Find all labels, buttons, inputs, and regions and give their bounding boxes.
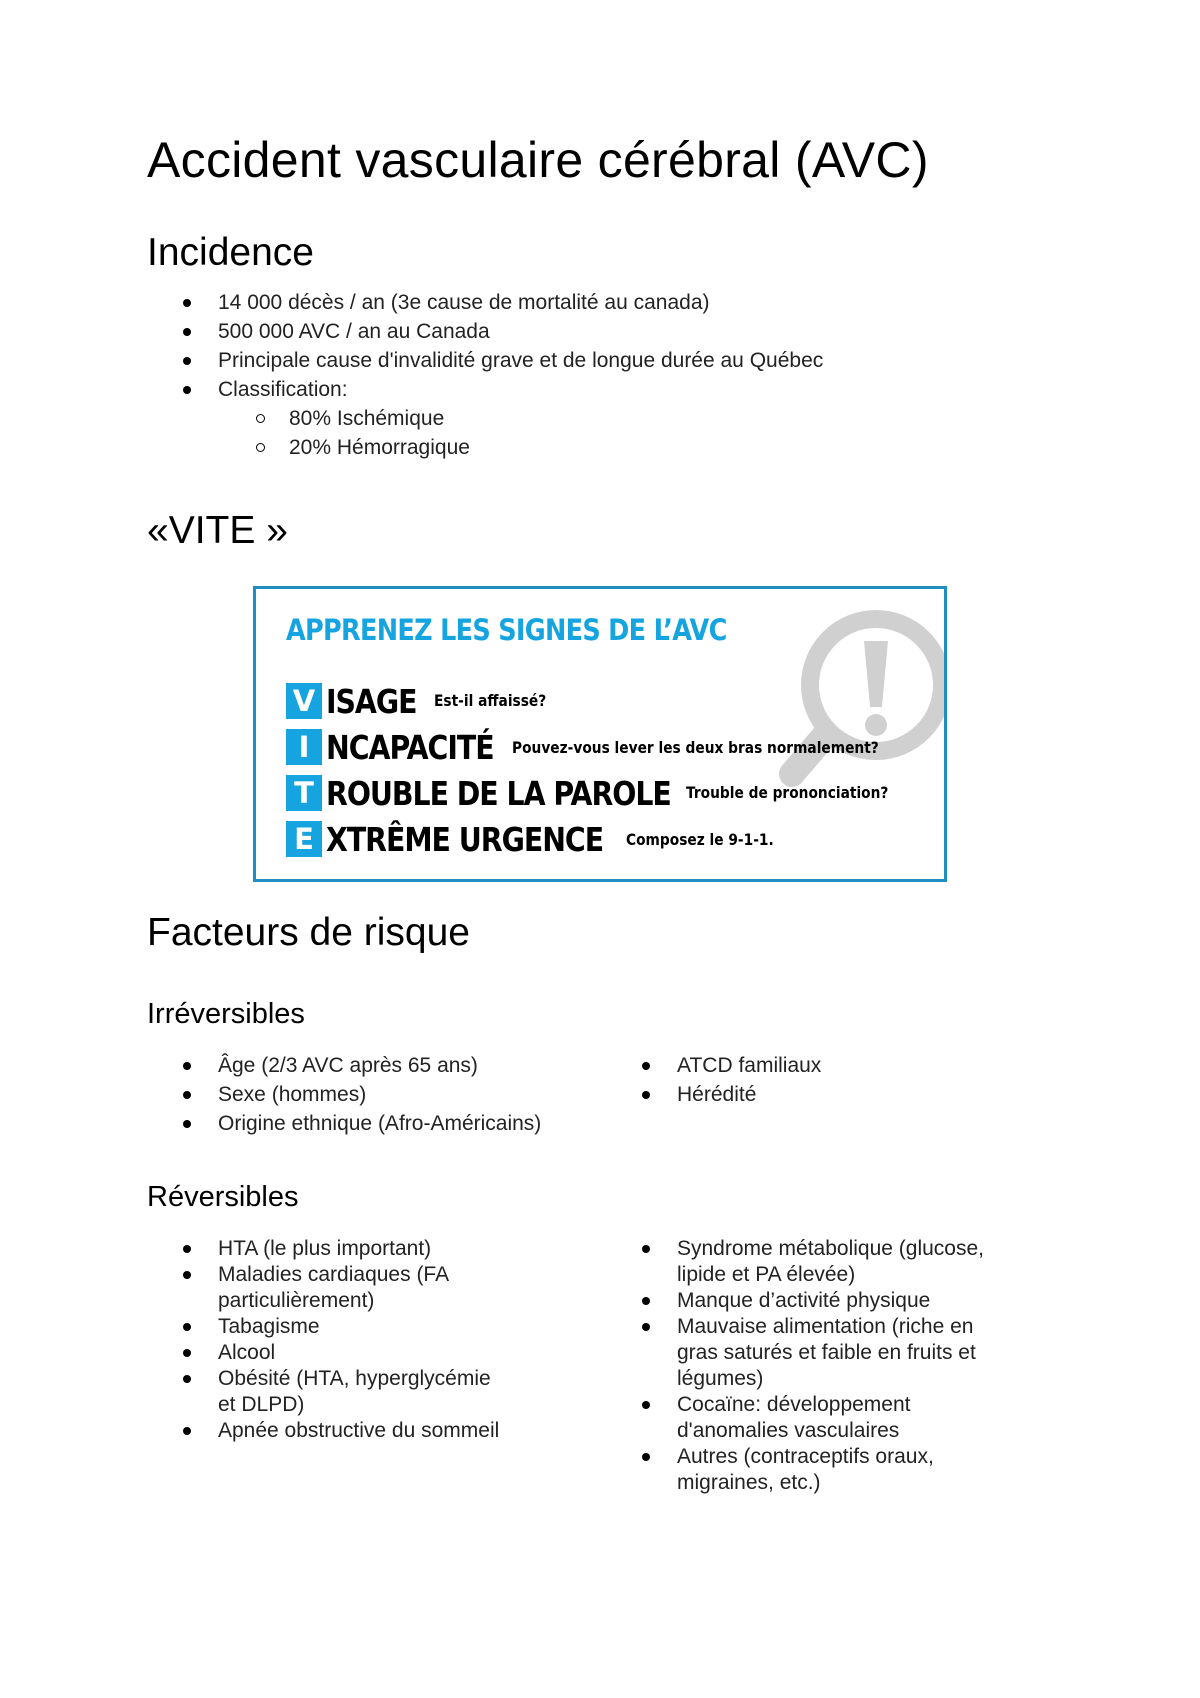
vite-desc: Trouble de prononciation? — [686, 783, 889, 802]
vite-row-visage — [286, 682, 431, 720]
vite-letter: I — [286, 729, 322, 765]
vite-word: ROUBLE DE LA PAROLE — [326, 773, 671, 813]
magnifier-exclamation-icon — [776, 599, 947, 799]
list-item: Alcool — [183, 1340, 513, 1366]
bullet-icon — [642, 1323, 650, 1331]
sub-list-item: 20% Hémorragique — [183, 435, 1063, 461]
list-item: Origine ethnique (Afro-Américains) — [183, 1111, 603, 1137]
bullet-icon — [183, 386, 191, 394]
vite-row-trouble — [286, 774, 727, 812]
list-item: 500 000 AVC / an au Canada — [183, 319, 1063, 345]
bullet-icon — [183, 1062, 191, 1070]
list-item: Apnée obstructive du sommeil — [183, 1418, 513, 1444]
vite-heading: «VITE » — [147, 509, 288, 552]
hollow-bullet-icon — [256, 443, 265, 452]
bullet-icon — [183, 1120, 191, 1128]
bullet-icon — [183, 357, 191, 365]
list-item: Mauvaise alimentation (riche en gras saturés et faible en fruits et légumes) — [642, 1314, 1012, 1392]
risk-heading: Facteurs de risque — [147, 911, 470, 954]
vite-signs-image — [253, 586, 947, 882]
list-item: 14 000 décès / an (3e cause de mortalité au canada) — [183, 290, 1063, 316]
list-item: Tabagisme — [183, 1314, 513, 1340]
list-item: Classification: — [183, 377, 1063, 403]
irreversibles-heading: Irréversibles — [147, 998, 305, 1030]
reversibles-right-list — [642, 1236, 1012, 1496]
reversibles-heading: Réversibles — [147, 1181, 299, 1213]
list-item: Syndrome métabolique (glucose, lipide et PA élevée) — [642, 1236, 1012, 1288]
bullet-icon — [183, 1349, 191, 1357]
incidence-heading: Incidence — [147, 231, 314, 274]
list-item: Hérédité — [642, 1082, 1042, 1108]
list-item: Autres (contraceptifs oraux, migraines, etc.) — [642, 1444, 1012, 1496]
vite-letter: V — [286, 683, 322, 719]
vite-row-extreme — [286, 820, 648, 858]
bullet-icon — [183, 299, 191, 307]
vite-word: XTRÊME URGENCE — [326, 819, 604, 859]
irreversibles-left-list — [183, 1053, 603, 1137]
bullet-icon — [183, 1091, 191, 1099]
list-item: Sexe (hommes) — [183, 1082, 603, 1108]
vite-image-title: APPRENEZ LES SIGNES DE L’AVC — [286, 613, 727, 647]
bullet-icon — [183, 1323, 191, 1331]
bullet-icon — [642, 1297, 650, 1305]
vite-word: ISAGE — [326, 681, 417, 721]
reversibles-left-list — [183, 1236, 513, 1444]
bullet-icon — [183, 1375, 191, 1383]
hollow-bullet-icon — [256, 414, 265, 423]
bullet-icon — [183, 1245, 191, 1253]
vite-letter: T — [286, 775, 322, 811]
list-item: Principale cause d'invalidité grave et de longue durée au Québec — [183, 348, 1063, 374]
bullet-icon — [183, 1427, 191, 1435]
page-title: Accident vasculaire cérébral (AVC) — [147, 132, 929, 188]
vite-desc: Composez le 9-1-1. — [626, 830, 774, 849]
vite-letter: E — [286, 821, 322, 857]
incidence-list — [183, 290, 1063, 461]
list-item: ATCD familiaux — [642, 1053, 1042, 1079]
bullet-icon — [642, 1401, 650, 1409]
list-item: Obésité (HTA, hyperglycémie et DLPD) — [183, 1366, 513, 1418]
list-item: Manque d’activité physique — [642, 1288, 1012, 1314]
list-item: HTA (le plus important) — [183, 1236, 513, 1262]
bullet-icon — [183, 1271, 191, 1279]
vite-desc: Pouvez-vous lever les deux bras normalement? — [512, 738, 879, 757]
list-item: Âge (2/3 AVC après 65 ans) — [183, 1053, 603, 1079]
list-item: Cocaïne: développement d'anomalies vasculaires — [642, 1392, 1012, 1444]
list-item: Maladies cardiaques (FA particulièrement) — [183, 1262, 513, 1314]
irreversibles-right-list — [642, 1053, 1042, 1108]
vite-row-incapacite — [286, 728, 521, 766]
bullet-icon — [642, 1091, 650, 1099]
bullet-icon — [183, 328, 191, 336]
bullet-icon — [642, 1453, 650, 1461]
sub-list-item: 80% Ischémique — [183, 406, 1063, 432]
bullet-icon — [642, 1245, 650, 1253]
vite-desc: Est-il affaissé? — [434, 691, 547, 710]
bullet-icon — [642, 1062, 650, 1070]
vite-word: NCAPACITÉ — [326, 727, 494, 767]
